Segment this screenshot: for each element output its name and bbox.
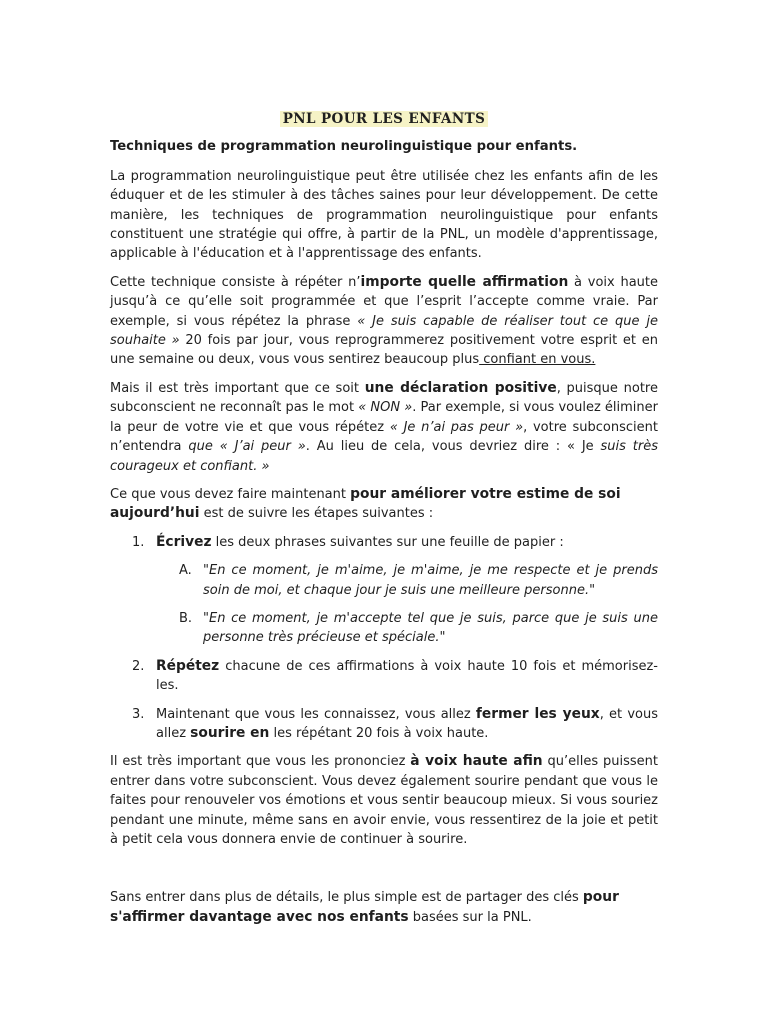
italic-quote: que « J’ai peur » (188, 439, 306, 455)
paragraph-steps-intro (110, 485, 658, 524)
paragraph-intro: La programmation neurolinguistique peut être utilisée chez les enfants afin de les éduquer et de les stimuler à des tâches saines pour leur développement. De cette manière, les techniques de programmation neurolinguistique pour enfants constituent une stratégie qui offre, à partir de la PNL, un modèle d'apprentissage, applicable à l'éducation et à l'apprentissage des enfants. (110, 168, 658, 262)
italic-run: « NON » (358, 400, 413, 416)
paragraph-conclusion (110, 888, 658, 927)
text-run: Maintenant que vous les connaissez, vous allez (156, 706, 476, 722)
document-body (110, 110, 658, 936)
list-letter: A. (179, 563, 192, 579)
text-run: Il est très important que vous les prononciez (110, 754, 411, 770)
bold-run: Écrivez (156, 533, 212, 550)
text-run: . Par exemple, si vous voulez éliminer la peur de votre vie et que vous répétez (110, 400, 658, 435)
text-run: chacune de ces affirmations à voix haute 10 fois et mémorisez-les. (156, 658, 658, 694)
blank-line (110, 858, 658, 888)
steps-list (110, 533, 658, 744)
text-run: 20 fois par jour, vous reprogrammerez positivement votre esprit et en une semaine ou deux, vous vous sentirez beaucoup plus (110, 333, 658, 368)
sub-list-item (156, 609, 658, 648)
bold-run: fermer les yeux (475, 705, 600, 722)
italic-quote: « Je suis capable de réaliser tout ce que je souhaite » (110, 313, 658, 349)
paragraph-technique (110, 273, 658, 370)
list-item (110, 657, 658, 696)
bold-run: sourire en (190, 724, 270, 741)
text-run: à voix haute jusqu’à ce qu’elle soit programmée et que l’esprit l’accepte comme vraie. Par exemple, si vous répétez la phrase (110, 274, 658, 329)
italic-quote: "En ce moment, je m'accepte tel que je suis, parce que je suis une personne très précieuse et spéciale." (203, 610, 658, 646)
text-run: , votre subconscient n’entendra (110, 419, 658, 455)
list-item (110, 705, 658, 744)
text-run: basées sur la PNL. (408, 909, 532, 925)
text-run: est de suivre les étapes suivantes : (199, 506, 434, 522)
document-subtitle: Techniques de programmation neurolinguistique pour enfants. (110, 139, 578, 155)
sub-list-item (156, 561, 658, 600)
text-run: . Au lieu de cela, vous devriez dire : « Je (305, 439, 601, 455)
list-letter: B. (179, 610, 193, 626)
text-run: Cette technique consiste à répéter n’ (110, 274, 361, 290)
bold-run: une déclaration positive (364, 379, 557, 396)
italic-quote: « Je n’ai pas peur » (389, 419, 524, 435)
text-run: les répétant 20 fois à voix haute. (269, 725, 489, 741)
text-run: , puisque notre subconscient ne reconnaît pas le mot (110, 380, 658, 416)
list-item (110, 533, 658, 648)
italic-quote: suis très courageux et confiant. » (110, 439, 658, 474)
text-run: Sans entrer dans plus de détails, le plus simple est de partager des clés (110, 890, 583, 906)
text-run: Ce que vous devez faire maintenant (110, 486, 351, 502)
text-run: Mais il est très important que ce soit (110, 380, 365, 396)
bold-run: importe quelle affirmation (360, 273, 569, 290)
italic-quote: "En ce moment, je m'aime, je m'aime, je me respecte et je prends soin de moi, et chaque jour je suis une meilleure personne." (203, 563, 658, 598)
bold-run: Répétez (156, 657, 220, 674)
bold-run: pour s'affirmer davantage avec nos enfants (110, 889, 619, 925)
paragraph-voice (110, 752, 658, 849)
text-run: , et vous allez (156, 706, 658, 741)
bold-run: pour améliorer votre estime de soi aujourd’hui (110, 485, 621, 522)
text-run: les deux phrases suivantes sur une feuille de papier : (211, 534, 564, 550)
list-number: 3. (132, 706, 145, 722)
list-number: 2. (132, 658, 145, 674)
list-number: 1. (132, 534, 145, 550)
document-title (110, 110, 658, 129)
sub-list (156, 561, 658, 648)
paragraph-positive (110, 379, 658, 476)
bold-run: à voix haute afin (410, 753, 543, 770)
text-run: qu’elles puissent entrer dans votre subconscient. Vous devez également sourire pendant que vous le faites pour renouveler vos émotions et vous sentir beaucoup mieux. Si vous souriez pendant une minute, même sans en avoir envie, vous ressentirez de la joie et petit à petit cela vous donnera envie de continuer à sourire. (110, 754, 658, 847)
underlined-run: confiant en vous. (479, 352, 596, 368)
title-text: PNL POUR LES ENFANTS (280, 111, 489, 127)
